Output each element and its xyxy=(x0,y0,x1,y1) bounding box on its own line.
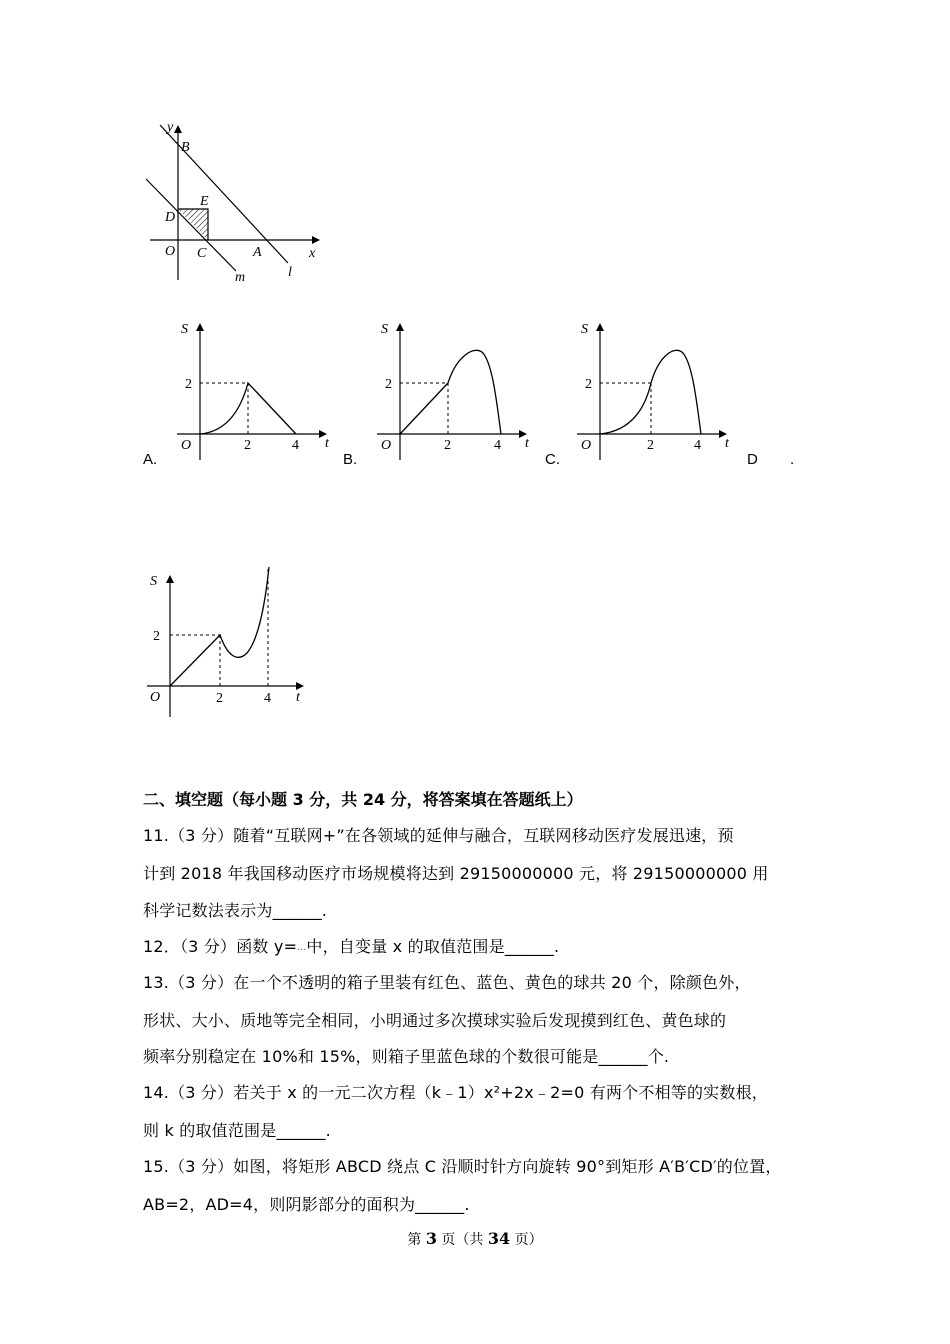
curve-b xyxy=(400,350,501,434)
x-tick-4-label: 4 xyxy=(694,438,701,453)
t-label: t xyxy=(325,436,329,451)
y-arrow xyxy=(174,125,182,133)
y-tick-label: 2 xyxy=(185,377,192,392)
label-C: C xyxy=(197,246,207,261)
q12-text-b: 中，自变量 x 的取值范围是______. xyxy=(306,937,560,956)
q14-line-1: 14.（3 分）若关于 x 的一元二次方程（k﹣1）x²+2x﹣2=0 有两个不相等的实数根， xyxy=(143,1083,768,1102)
q12-text-a: 12．（3 分）函数 y= xyxy=(143,937,298,956)
q14-line-2: 则 k 的取值范围是______. xyxy=(143,1121,331,1140)
q11-line-1: 11.（3 分）随着“互联网+”在各领域的延伸与融合，互联网移动医疗发展迅速，预 xyxy=(143,826,734,845)
q12-line xyxy=(143,934,559,957)
footer-page-number: 3 xyxy=(425,1229,437,1248)
q15-line-1: 15.（3 分）如图，将矩形 ABCD 绕点 C 沿顺时针方向旋转 90°到矩形 A′B′CD′的位置， xyxy=(143,1157,782,1176)
section-heading: 二、填空题（每小题 3 分，共 24 分，将答案填在答题纸上） xyxy=(143,790,583,809)
label-l: l xyxy=(288,265,292,280)
label-x: x xyxy=(309,246,316,261)
top-coordinate-figure xyxy=(140,115,340,285)
x-tick-2-label: 2 xyxy=(647,438,654,453)
t-label: t xyxy=(725,436,729,451)
option-b-graph xyxy=(375,315,545,465)
label-m: m xyxy=(235,270,246,285)
option-d-graph xyxy=(145,565,315,720)
origin-label: O xyxy=(150,690,161,705)
curve-d xyxy=(170,567,269,686)
s-label: S xyxy=(150,574,157,589)
q13-line-3: 频率分别稳定在 10%和 15%，则箱子里蓝色球的个数很可能是______个. xyxy=(143,1047,670,1066)
x-tick-4-label: 4 xyxy=(494,438,501,453)
option-a-label: A. xyxy=(143,451,158,468)
s-label: S xyxy=(581,322,588,337)
x-tick-4-label: 4 xyxy=(292,438,299,453)
footer-total-pages: 34 xyxy=(487,1229,511,1248)
label-A: A xyxy=(253,245,262,260)
option-a-graph xyxy=(175,315,345,465)
x-tick-2-label: 2 xyxy=(244,438,251,453)
origin-label: O xyxy=(381,438,392,453)
y-tick-label: 2 xyxy=(385,377,392,392)
line-l xyxy=(160,125,288,263)
label-D: D xyxy=(165,210,176,225)
label-O: O xyxy=(165,244,176,259)
footer-prefix: 第 xyxy=(407,1232,426,1248)
option-c-graph xyxy=(575,315,745,465)
footer-suffix: 页） xyxy=(510,1232,543,1248)
q11-line-3: 科学记数法表示为______. xyxy=(143,901,328,920)
option-b-label: B. xyxy=(343,451,358,468)
s-label: S xyxy=(381,322,388,337)
x-arrow xyxy=(312,236,320,244)
label-B: B xyxy=(181,140,190,155)
t-label: t xyxy=(296,690,300,705)
x-tick-2-label: 2 xyxy=(444,438,451,453)
y-tick-label: 2 xyxy=(585,377,592,392)
q12-fraction: … xyxy=(297,942,307,953)
q13-line-1: 13.（3 分）在一个不透明的箱子里装有红色、蓝色、黄色的球共 20 个，除颜色外， xyxy=(143,973,751,992)
t-label: t xyxy=(525,436,529,451)
origin-label: O xyxy=(181,438,192,453)
page-footer xyxy=(0,1229,950,1249)
option-d-label: D xyxy=(747,451,758,468)
footer-mid: 页（共 xyxy=(436,1232,488,1248)
q15-line-2: AB=2，AD=4，则阴影部分的面积为______. xyxy=(143,1195,470,1214)
option-d-dot: . xyxy=(790,451,795,468)
q13-line-2: 形状、大小、质地等完全相同，小明通过多次摸球实验后发现摸到红色、黄色球的 xyxy=(143,1011,727,1030)
origin-label: O xyxy=(581,438,592,453)
x-tick-2-label: 2 xyxy=(216,691,223,706)
y-tick-label: 2 xyxy=(153,629,160,644)
label-y: y xyxy=(167,120,174,135)
x-tick-4-label: 4 xyxy=(264,691,271,706)
label-E: E xyxy=(200,194,209,209)
s-label: S xyxy=(181,322,188,337)
shaded-region xyxy=(178,209,208,240)
q11-line-2: 计到 2018 年我国移动医疗市场规模将达到 29150000000 元，将 29150000000 用 xyxy=(143,864,769,883)
option-c-label: C. xyxy=(545,451,560,468)
